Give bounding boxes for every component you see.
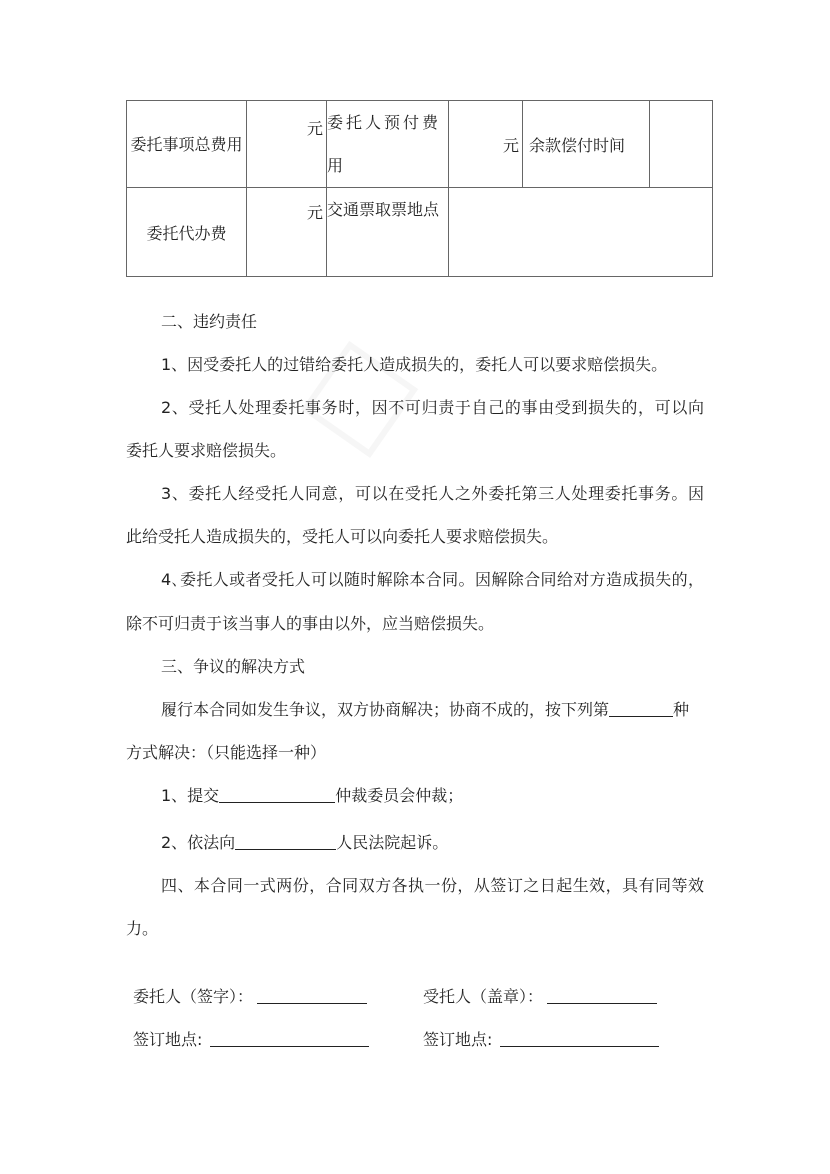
clause-2-2-line1: 2、受托人处理委托事务时，因不可归责于自己的事由受到损失的，可以向: [161, 398, 704, 417]
agency-fee-unit: 元: [247, 188, 327, 277]
clause-2-1: 1、因受委托人的过错给委托人造成损失的，委托人可以要求赔偿损失。: [161, 355, 668, 374]
agent-seal-blank[interactable]: [547, 987, 657, 1004]
ticket-place-label: 交通票取票地点: [327, 188, 449, 277]
place-right-blank[interactable]: [500, 1030, 659, 1047]
clause-2-4-line2: 除不可归责于该当事人的事由以外，应当赔偿损失。: [126, 614, 495, 633]
section-3-title: 三、争议的解决方式: [161, 657, 306, 676]
ticket-place-value[interactable]: [449, 188, 713, 277]
clause-3-unit: 种: [673, 700, 690, 719]
balance-time-value[interactable]: [650, 101, 713, 188]
client-signature: [133, 986, 367, 1008]
clause-2-3-line1: 3、委托人经受托人同意，可以在受托人之外委托第三人处理委托事务。因: [161, 484, 704, 503]
place-left-blank[interactable]: [210, 1030, 369, 1047]
clause-3-line1: [161, 699, 689, 721]
place-right: [423, 1029, 659, 1051]
clause-2-2-line2: 委托人要求赔偿损失。: [126, 441, 287, 460]
prepaid-fee-label: 委托人预付费用: [327, 101, 449, 188]
court-blank[interactable]: [235, 833, 336, 850]
clause-3-line2: 方式解决：（只能选择一种）: [126, 743, 327, 762]
balance-time-label: 余款偿付时间: [523, 101, 650, 188]
option-2: [161, 832, 448, 854]
clause-2-4-line1: 4､委托人或者受托人可以随时解除本合同。因解除合同给对方造成损失的，: [161, 570, 704, 589]
client-signature-label: 委托人（签字）：: [133, 987, 254, 1006]
option-1-prefix: 1、提交: [161, 786, 220, 805]
clause-3-text: 履行本合同如发生争议，双方协商解决；协商不成的，按下列第: [161, 700, 610, 719]
section-2-title: 二、违约责任: [161, 312, 258, 331]
option-1: [161, 785, 463, 807]
arbitration-committee-blank[interactable]: [219, 786, 335, 803]
option-2-prefix: 2、依法向: [161, 833, 236, 852]
place-left: [133, 1029, 369, 1051]
place-left-label: 签订地点:: [133, 1030, 203, 1049]
agent-seal: [423, 986, 657, 1008]
place-right-label: 签订地点:: [423, 1030, 493, 1049]
prepaid-fee-unit: 元: [449, 101, 523, 188]
agent-seal-label: 受托人（盖章）：: [423, 987, 544, 1006]
agency-fee-label: 委托代办费: [127, 188, 247, 277]
section-4-line2: 力。: [126, 919, 159, 938]
total-fee-unit: 元: [247, 101, 327, 188]
option-1-suffix: 仲裁委员会仲裁；: [335, 786, 464, 805]
option-2-suffix: 人民法院起诉。: [336, 833, 449, 852]
method-number-blank[interactable]: [609, 700, 673, 717]
total-fee-label: 委托事项总费用: [127, 101, 247, 188]
client-signature-blank[interactable]: [257, 987, 367, 1004]
fee-table: [126, 100, 713, 277]
section-4-line1: 四、本合同一式两份，合同双方各执一份，从签订之日起生效，具有同等效: [161, 876, 704, 895]
clause-2-3-line2: 此给受托人造成损失的，受托人可以向委托人要求赔偿损失。: [126, 527, 559, 546]
